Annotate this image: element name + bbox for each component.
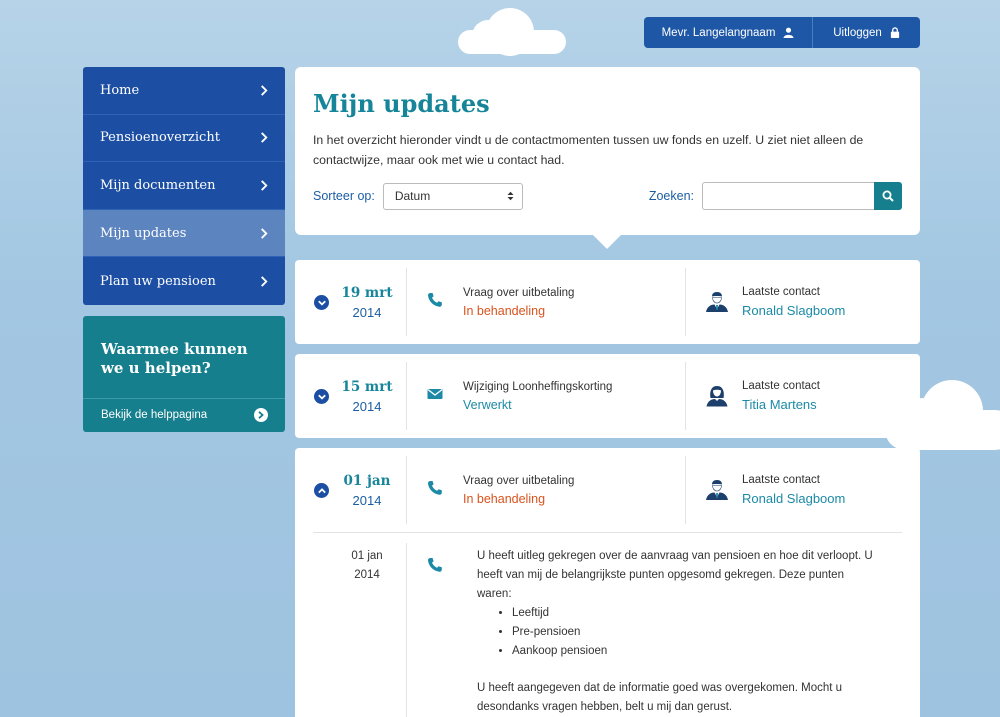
detail-points-list (512, 604, 877, 661)
sidebar-item-label: Plan uw pensioen (100, 273, 216, 289)
divider (685, 362, 686, 430)
update-subject (463, 381, 612, 412)
help-title: Waarmee kunnen we u helpen? (101, 339, 248, 377)
update-day: 01 jan (343, 472, 391, 489)
phone-icon (427, 292, 443, 308)
detail-day: 01 jan (351, 550, 383, 562)
list-item: • Aankoop pensioen (512, 642, 877, 661)
filter-controls (313, 182, 902, 210)
update-card-expanded[interactable] (295, 448, 920, 717)
update-day: 15 mrt (341, 378, 393, 395)
update-detail (313, 532, 902, 717)
logout-label: Uitloggen (833, 26, 882, 39)
update-date (337, 379, 397, 414)
lock-icon (890, 27, 900, 38)
sidebar-item-label: Mijn documenten (100, 177, 216, 193)
update-card[interactable] (295, 354, 920, 438)
last-contact-label: Laatste contact (742, 474, 820, 486)
male-agent-avatar-icon (705, 290, 729, 314)
status-badge: In behandeling (463, 491, 546, 506)
sidebar-item-label: Pensioenoverzicht (100, 130, 220, 146)
page-title: Mijn updates (313, 89, 490, 118)
phone-icon (427, 557, 443, 573)
user-account-button[interactable] (644, 17, 813, 48)
search-button[interactable] (874, 182, 902, 210)
last-contact-label: Laatste contact (742, 286, 820, 298)
last-contact (742, 380, 820, 412)
update-subject-title: Wijziging Loonheffingskorting (463, 380, 613, 393)
divider (406, 543, 407, 717)
sidebar-item-home[interactable] (83, 67, 285, 115)
list-item: • Leeftijd (512, 604, 877, 623)
detail-outro: U heeft aangegeven dat de informatie goed was overgekomen. Mocht u desondanks vragen hebben, belt u mij dan gerust. (477, 682, 843, 713)
update-subject (463, 287, 574, 318)
search-label: Zoeken: (648, 189, 694, 203)
chevron-right-icon (260, 276, 268, 287)
detail-date (337, 547, 397, 585)
status-badge: Verwerkt (463, 397, 512, 412)
help-link-label: Bekijk de helppagina (101, 409, 208, 422)
sort-select-value: Datum (394, 189, 431, 203)
update-date (337, 473, 397, 508)
last-contact (742, 474, 845, 506)
update-card[interactable] (295, 260, 920, 344)
update-subject-title: Vraag over uitbetaling (463, 286, 575, 299)
update-year: 2014 (352, 398, 382, 414)
detail-intro: U heeft uitleg gekregen over de aanvraag van pensioen en hoe dit verloopt. U heeft van mij de belangrijkste punten opgesomd gekregen. Deze punten waren: (477, 550, 873, 600)
last-contact-label: Laatste contact (742, 380, 820, 392)
sidebar-item-label: Home (100, 82, 140, 98)
divider (406, 268, 407, 336)
sort-select[interactable] (383, 183, 523, 210)
envelope-icon (427, 386, 443, 402)
update-date (337, 285, 397, 320)
collapse-chevron-up-icon[interactable] (314, 483, 329, 498)
cloud-decoration (458, 30, 566, 54)
male-agent-avatar-icon (705, 478, 729, 502)
divider (406, 362, 407, 430)
expand-chevron-down-icon[interactable] (314, 295, 329, 310)
chevron-right-icon (260, 85, 268, 96)
search-input[interactable] (702, 182, 874, 210)
contact-name[interactable]: Titia Martens (742, 397, 817, 412)
last-contact (742, 286, 845, 318)
contact-name[interactable]: Ronald Slagboom (742, 303, 846, 318)
logout-button[interactable] (813, 17, 920, 48)
phone-icon (427, 480, 443, 496)
status-badge: In behandeling (463, 303, 546, 318)
user-name: Mevr. Langelangnaam (661, 26, 776, 39)
divider (685, 268, 686, 336)
sort-label: Sorteer op: (313, 189, 375, 203)
updates-header-panel (295, 67, 920, 235)
update-subject (463, 475, 574, 506)
update-year: 2014 (352, 304, 382, 320)
chevron-right-icon (260, 180, 268, 191)
contact-name[interactable]: Ronald Slagboom (742, 491, 846, 506)
expand-chevron-down-icon[interactable] (314, 389, 329, 404)
main-navigation (83, 67, 285, 305)
divider (406, 456, 407, 524)
sidebar (83, 67, 285, 432)
detail-text (477, 547, 877, 717)
help-page-link[interactable] (83, 398, 285, 432)
chevron-right-icon (260, 132, 268, 143)
update-subject-title: Vraag over uitbetaling (463, 474, 575, 487)
circle-chevron-right-icon (254, 408, 268, 422)
search-icon (882, 190, 894, 202)
sidebar-item-label: Mijn updates (100, 225, 187, 241)
sidebar-item-plan-uw-pensioen[interactable] (83, 257, 285, 305)
page-intro: In het overzicht hieronder vindt u de contactmomenten tussen uw fonds en uzelf. U ziet niet alleen de contactwijze, maar ook met wie u contact had. (313, 133, 864, 167)
sidebar-item-pensioenoverzicht[interactable] (83, 115, 285, 163)
help-box (83, 316, 285, 432)
divider (685, 456, 686, 524)
update-year: 2014 (352, 492, 382, 508)
select-arrows-icon (507, 191, 514, 201)
user-icon (783, 27, 794, 38)
update-day: 19 mrt (341, 284, 393, 301)
female-agent-avatar-icon (705, 384, 729, 408)
list-item: • Pre-pensioen (512, 623, 877, 642)
sidebar-item-mijn-documenten[interactable] (83, 162, 285, 210)
chevron-right-icon (260, 228, 268, 239)
detail-year: 2014 (354, 569, 380, 581)
sidebar-item-mijn-updates[interactable] (83, 210, 285, 258)
account-bar (644, 17, 920, 48)
